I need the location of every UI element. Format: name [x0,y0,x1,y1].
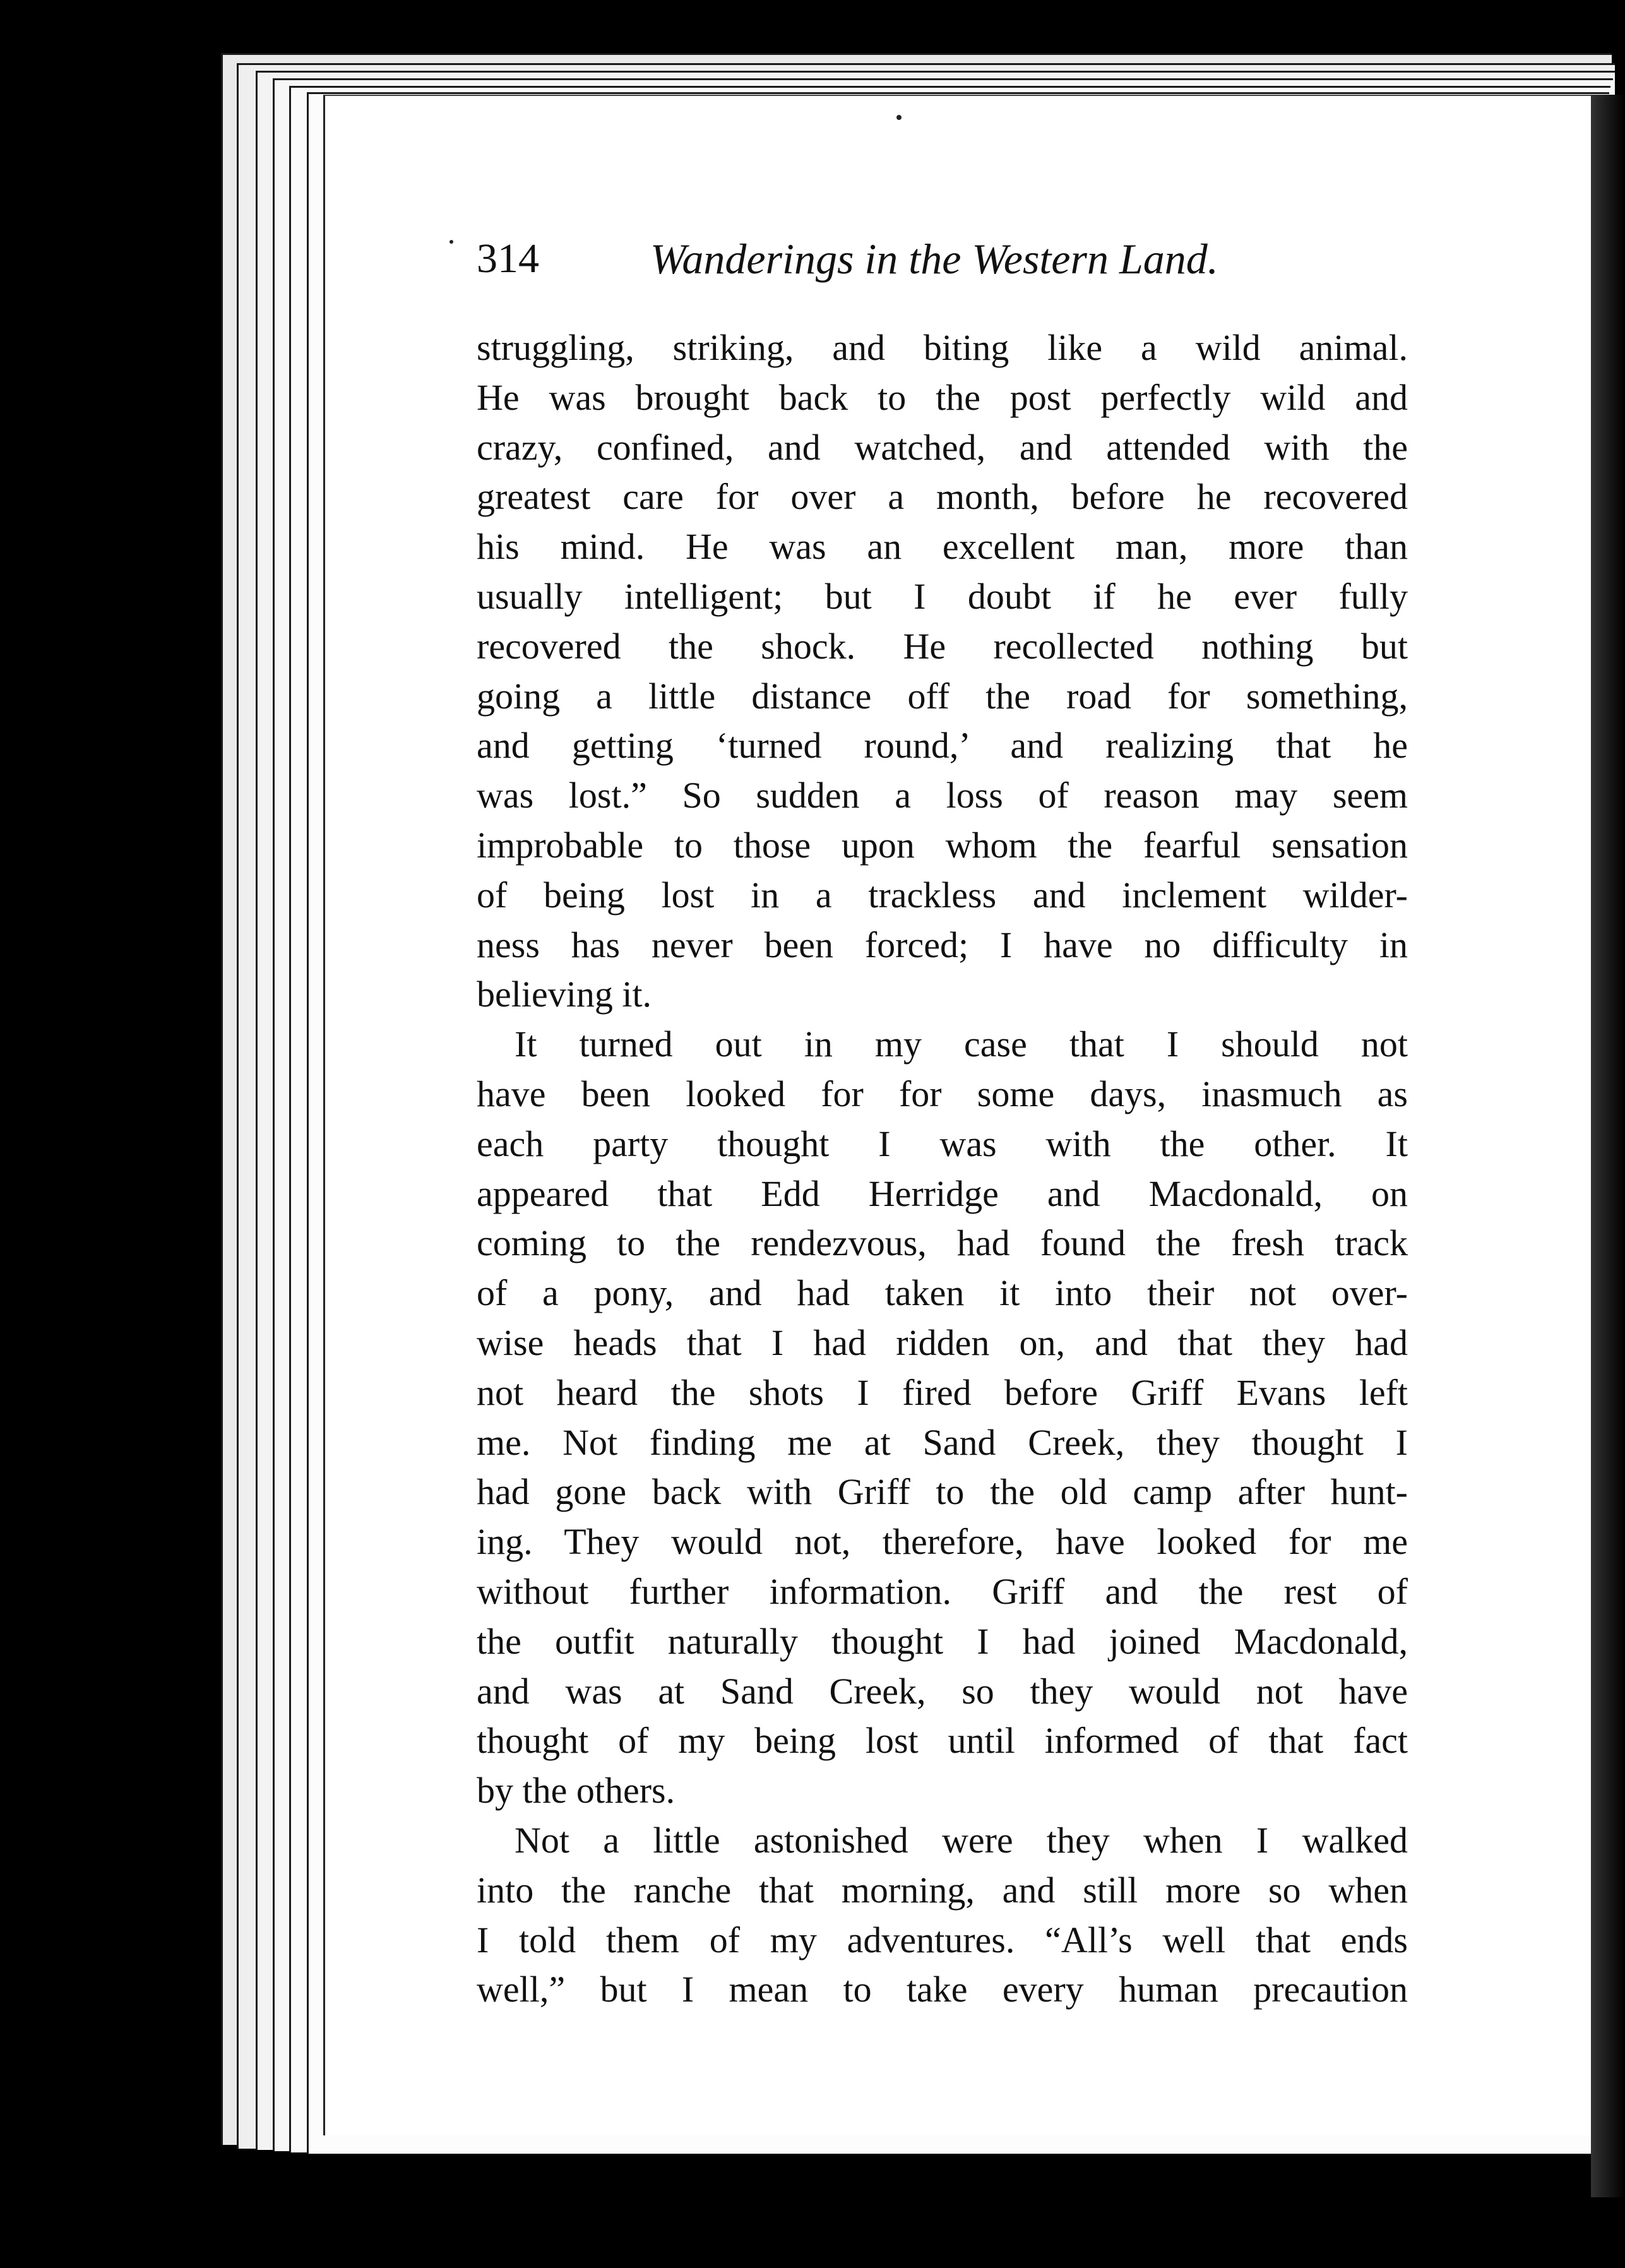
paragraph [477,323,1408,1020]
text-line: appeared that Edd Herridge and Macdonald, on [477,1173,1408,1214]
text-line: of a pony, and had taken it into their not over- [477,1272,1408,1314]
text-line: crazy, confined, and watched, and attended with the [477,426,1408,468]
text-line: struggling, striking, and biting like a wild animal. [477,327,1408,368]
running-title: Wanderings in the Western Land. [650,235,1218,283]
text-line: without further information. Griff and the rest of [477,1570,1408,1612]
text-line: believing it. [477,974,652,1015]
text-line: usually intelligent; but I doubt if he ever fully [477,575,1408,617]
text-line: into the ranche that morning, and still more so when [477,1869,1408,1911]
page-number: 314 [477,236,539,282]
text-line: ness has never been forced; I have no difficulty in [477,924,1408,965]
paragraph [477,1020,1408,1816]
text-line: and getting ‘turned round,’ and realizing that he [477,725,1408,767]
text-line: his mind. He was an excellent man, more than [477,526,1408,568]
text-line: of being lost in a trackless and inclement wilder- [477,874,1408,916]
body-text [477,323,1408,2015]
text-line: I told them of my adventures. “All’s well that ends [477,1919,1408,1961]
running-header [477,227,1253,290]
binding-shadow [1591,95,1625,2197]
text-line: not heard the shots I fired before Griff Evans left [477,1371,1408,1413]
text-line: by the others. [477,1770,676,1811]
text-line: the outfit naturally thought I had joined Macdonald, [477,1620,1408,1662]
text-line: each party thought I was with the other. It [477,1123,1408,1164]
text-line: thought of my being lost until informed of that fact [477,1720,1408,1762]
paragraph [477,1816,1408,2015]
text-line: Not a little astonished were they when I walked [515,1819,1408,1861]
ink-speck [449,240,453,244]
text-line: going a little distance off the road for something, [477,675,1408,717]
text-line: have been looked for for some days, inasmuch as [477,1073,1408,1114]
text-line: recovered the shock. He recollected nothing but [477,625,1408,667]
text-line: and was at Sand Creek, so they would not have [477,1670,1408,1712]
text-line: was lost.” So sudden a loss of reason may seem [477,775,1408,816]
text-line: well,” but I mean to take every human precaution [477,1969,1408,2010]
text-line: coming to the rendezvous, had found the fresh track [477,1222,1408,1264]
text-line: had gone back with Griff to the old camp after hunt- [477,1471,1408,1513]
text-line: It turned out in my case that I should not [515,1024,1408,1065]
text-line: He was brought back to the post perfectly wild and [477,376,1408,418]
text-line: wise heads that I had ridden on, and that they had [477,1322,1408,1363]
ink-speck [896,115,902,120]
text-line: me. Not finding me at Sand Creek, they thought I [477,1421,1408,1463]
text-line: greatest care for over a month, before he recovered [477,476,1408,518]
text-line: improbable to those upon whom the fearful sensation [477,824,1408,866]
text-line: ing. They would not, therefore, have looked for me [477,1521,1408,1563]
